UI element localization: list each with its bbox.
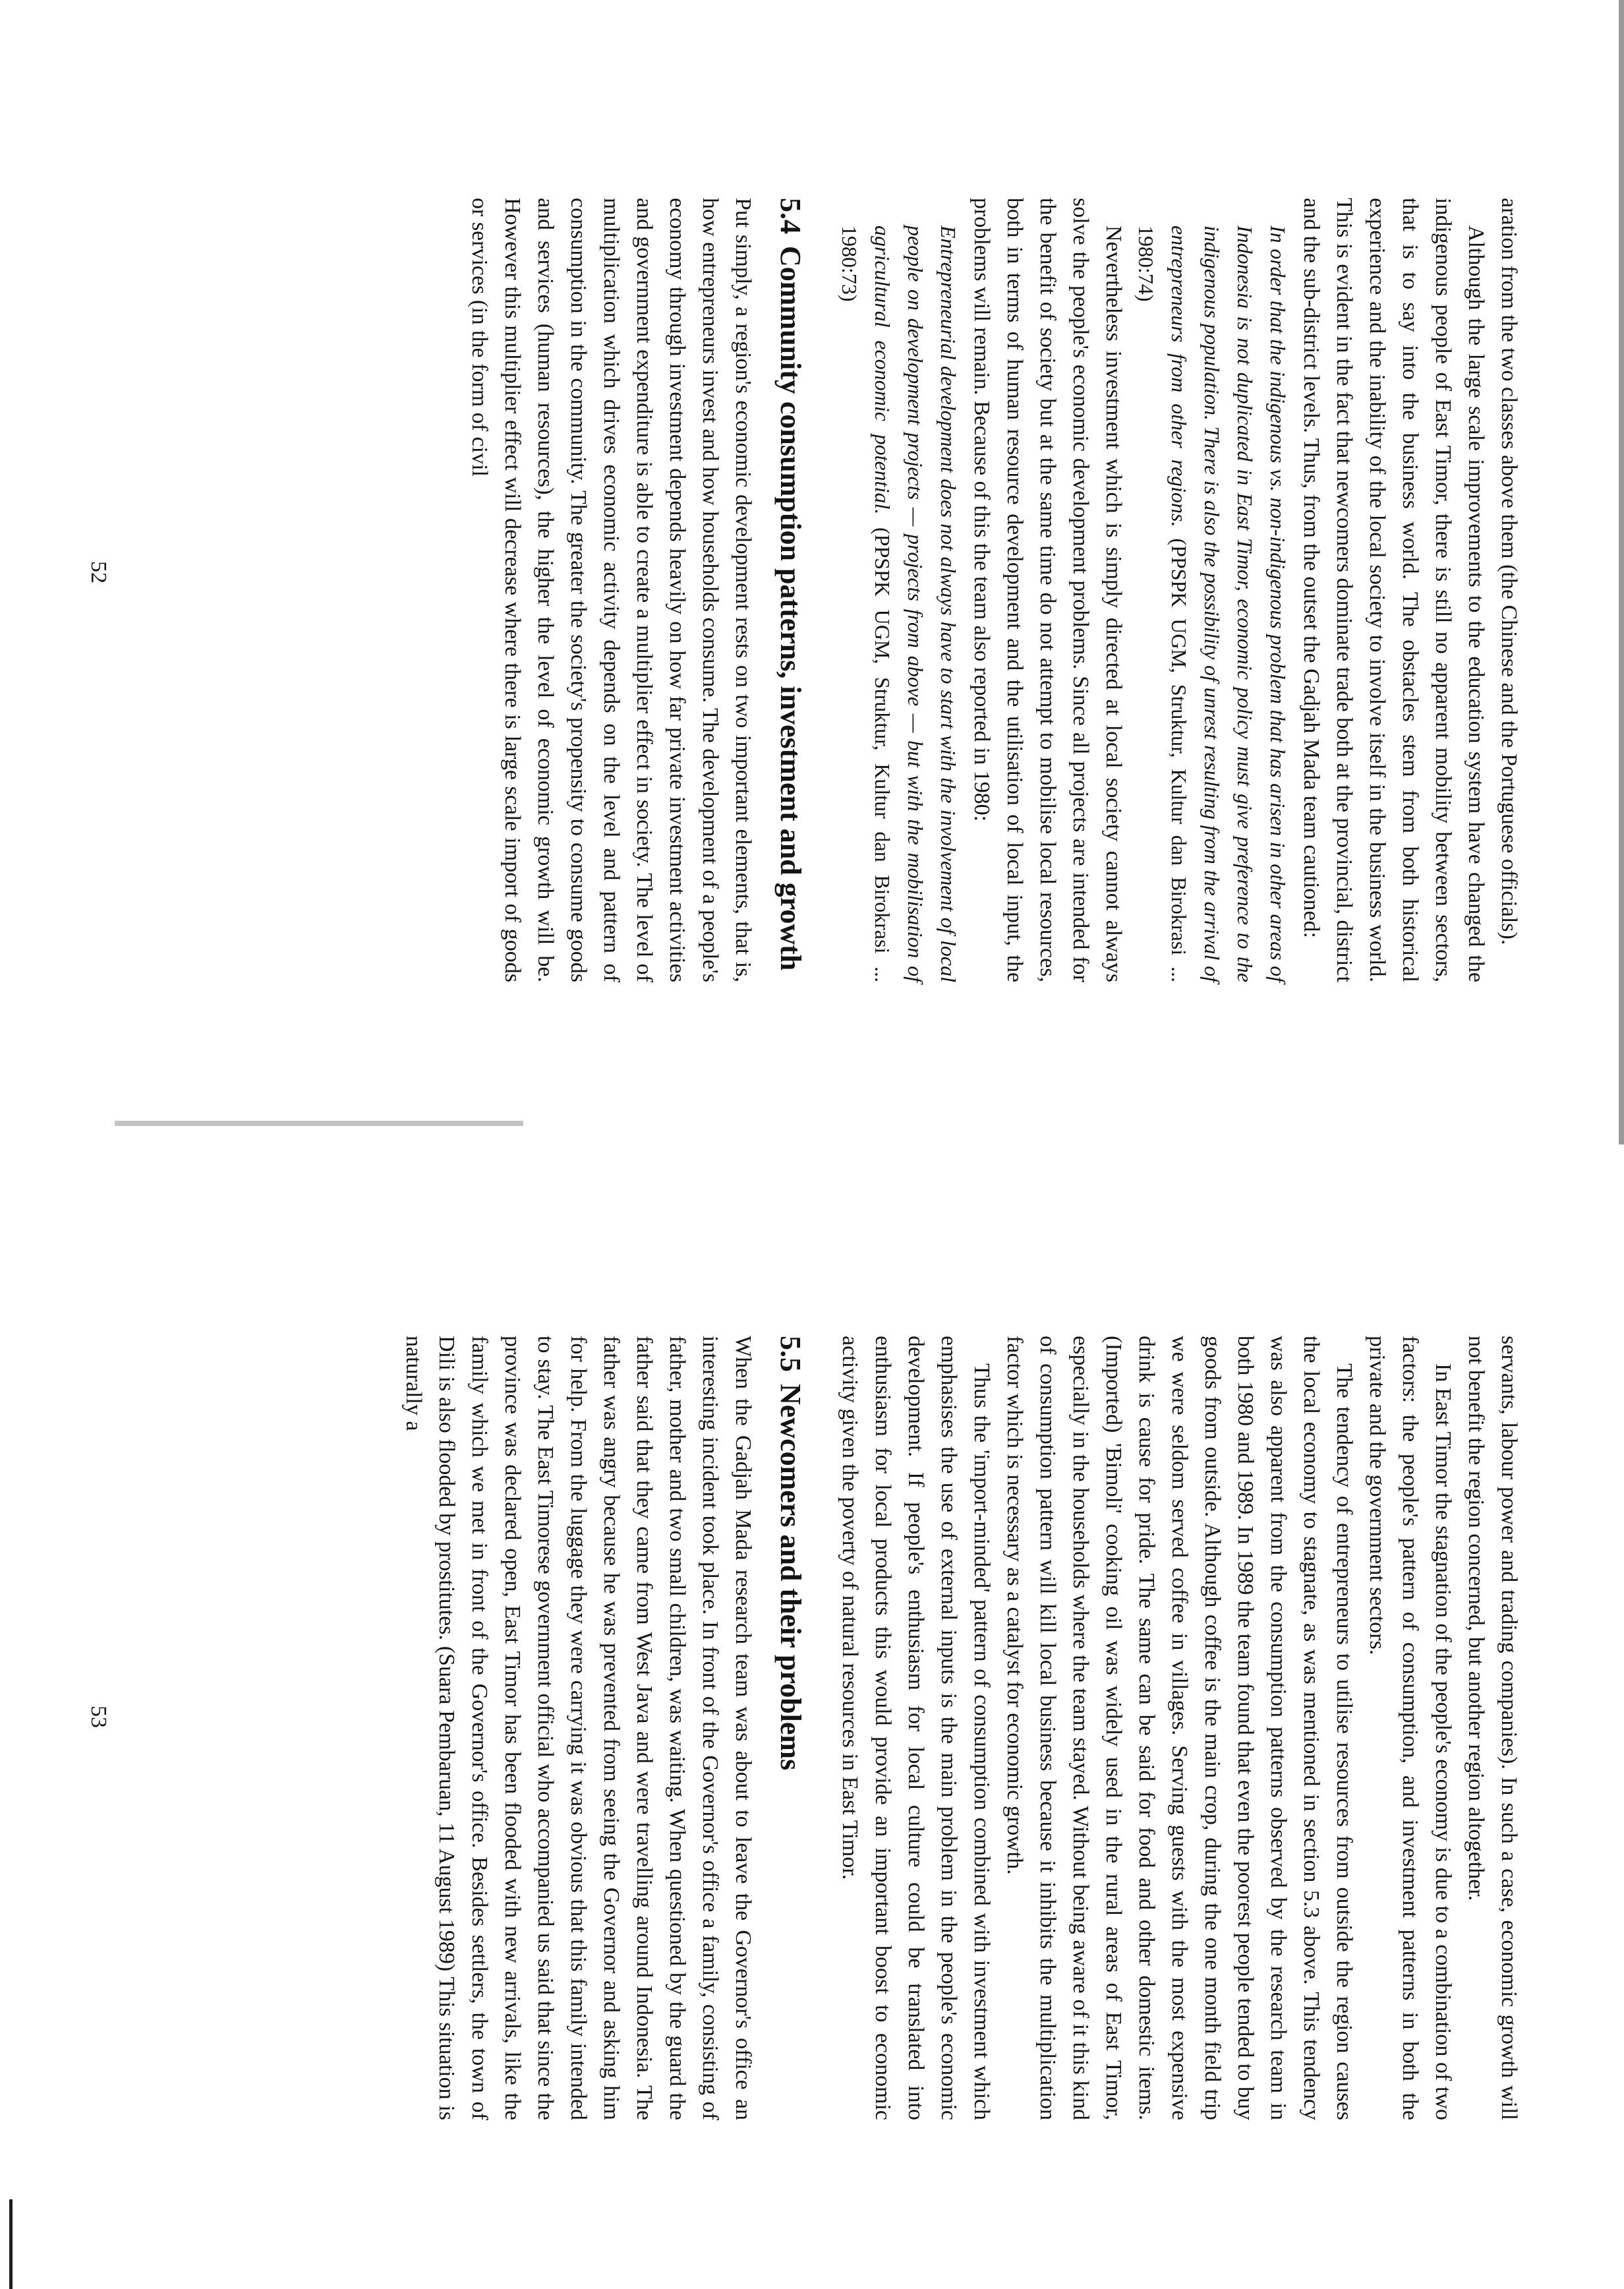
page-53 <box>0 1144 1624 2289</box>
paragraph: servants, labour power and trading companies). In such a case, economic growth will not benefit the region concerned, but another region altogether. <box>1464 1336 1521 2120</box>
section-heading <box>772 198 808 982</box>
scan-top-edge <box>1619 0 1624 1144</box>
page-number: 53 <box>86 1706 111 1728</box>
paragraph: When the Gadjah Mada research team was about to leave the Governor's office an interesting incident took place. In front of the Governor's office a family, consisting of father, mother and two small children, was waiting. When questioned by the guard the father said that they came from West Java and were travelling around Indonesia. The father was angry because he was prevented from seeing the Governor and asking him for help. From the luggage they were carrying it was obvious that this family intended to stay. The East Timorese government official who accompanied us said that since the province was declared open, East Timor has been flooded with new arrivals, like the family which we met in front of the Governor's office. Besides settlers, the town of Dili is also flooded by prostitutes. (Suara Pembaruan, 11 August 1989) This situation is naturally a <box>401 1336 755 2120</box>
scan-edge-mark <box>9 2199 13 2289</box>
section-title: Newcomers and their problems <box>774 1384 807 1771</box>
block-quote <box>833 198 965 982</box>
quote-source: (PPSPK UGM, Struktur, Kultur dan Birokrasi ... 1980:73) <box>838 225 894 983</box>
text-column-right <box>397 1336 1525 2120</box>
quote-source: (PPSPK UGM, Struktur, Kultur dan Birokrasi ... 1980:74) <box>1134 225 1191 983</box>
section-number: 5.5 <box>774 1336 807 1372</box>
section-title: Community consumption patterns, investment and growth <box>774 246 807 971</box>
quote-text: Entrepreneurial development does not always have to start with the involvement of local people on development projects — projects from above — but with the mobilisation of agricultural economic potential. <box>871 225 960 982</box>
paragraph: Put simply, a region's economic development rests on two important elements, that is, how entrepreneurs invest and how households consume. The development of a people's economy through investment depends heavily on how far private investment activities and government expenditure is able to create a multiplier effect in society. The level of multiplication which drives economic activity depends on the level and pattern of consumption in the community. The greater the society's propensity to consume goods and services (human resources), the higher the level of economic growth will be. However this multiplier effect will decrease where there is large scale import of goods or services (in the form of civil <box>467 198 755 982</box>
paragraph: aration from the two classes above them (the Chinese and the Portuguese officials). <box>1497 198 1521 945</box>
paragraph: In East Timor the stagnation of the people's economy is due to a combination of two factors: the people's pattern of consumption, and investment patterns in both the private and the government sectors. <box>1365 1336 1455 2120</box>
quote-text: In order that the indigenous vs. non-indigenous problem that has arisen in other areas of Indonesia is not duplicated in East Timor, economic policy must give preference to the indigenous population. There is also the possibility of unrest resulting from the arrival of entrepreneurs from other regions. <box>1167 225 1290 982</box>
section-number: 5.4 <box>774 198 807 234</box>
gutter-shadow <box>115 1121 523 1126</box>
page-52 <box>0 0 1624 1144</box>
paragraph: Although the large scale improvements to the education system have changed the indigenous people of East Timor, there is still no apparent mobility between sectors, that is to say into the business world. The obstacles stem from both historical experience and the inability of the local society to involve itself in the business world. This is evident in the fact that newcomers dominate trade both at the provincial, district and the sub-district levels. Thus, from the outset the Gadjah Mada team cautioned: <box>1299 198 1488 982</box>
paragraph: Nevertheless investment which is simply directed at local society cannot always solve the people's economic development problems. Since all projects are intended for the benefit of society but at the same time do not attempt to mobilise local resources, both in terms of human resource development and the utilisation of local input, the problems will remain. Because of this the team also reported in 1980: <box>970 198 1126 982</box>
text-column-left <box>463 198 1525 982</box>
page-number: 52 <box>86 561 111 583</box>
paragraph: Thus the 'import-minded' pattern of consumption combined with investment which emphasises the use of external inputs is the main problem in the people's economic development. If people's enthusiasm for local culture could be translated into enthusiasm for local products this would provide an important boost to economic activity given the poverty of natural resources in East Timor. <box>838 1336 994 2120</box>
block-quote <box>1130 198 1294 982</box>
paragraph: The tendency of entrepreneurs to utilise resources from outside the region causes the local economy to stagnate, as was mentioned in section 5.3 above. This tendency was also apparent from the consumption patterns observed by the research team in both 1980 and 1989. In 1989 the team found that even the poorest people tended to buy goods from outside. Although coffee is the main crop, during the one month field trip we were seldom served coffee in villages. Serving guests with the most expensive drink is cause for pride. The same can be said for food and other domestic items. (Imported) 'Bimoli' cooking oil was widely used in the rural areas of East Timor, especially in the households where the team stayed. Without being aware of it this kind of consumption pattern will kill local business because it inhibits the multiplication factor which is necessary as a catalyst for economic growth. <box>1002 1336 1356 2120</box>
section-heading <box>772 1336 808 2120</box>
